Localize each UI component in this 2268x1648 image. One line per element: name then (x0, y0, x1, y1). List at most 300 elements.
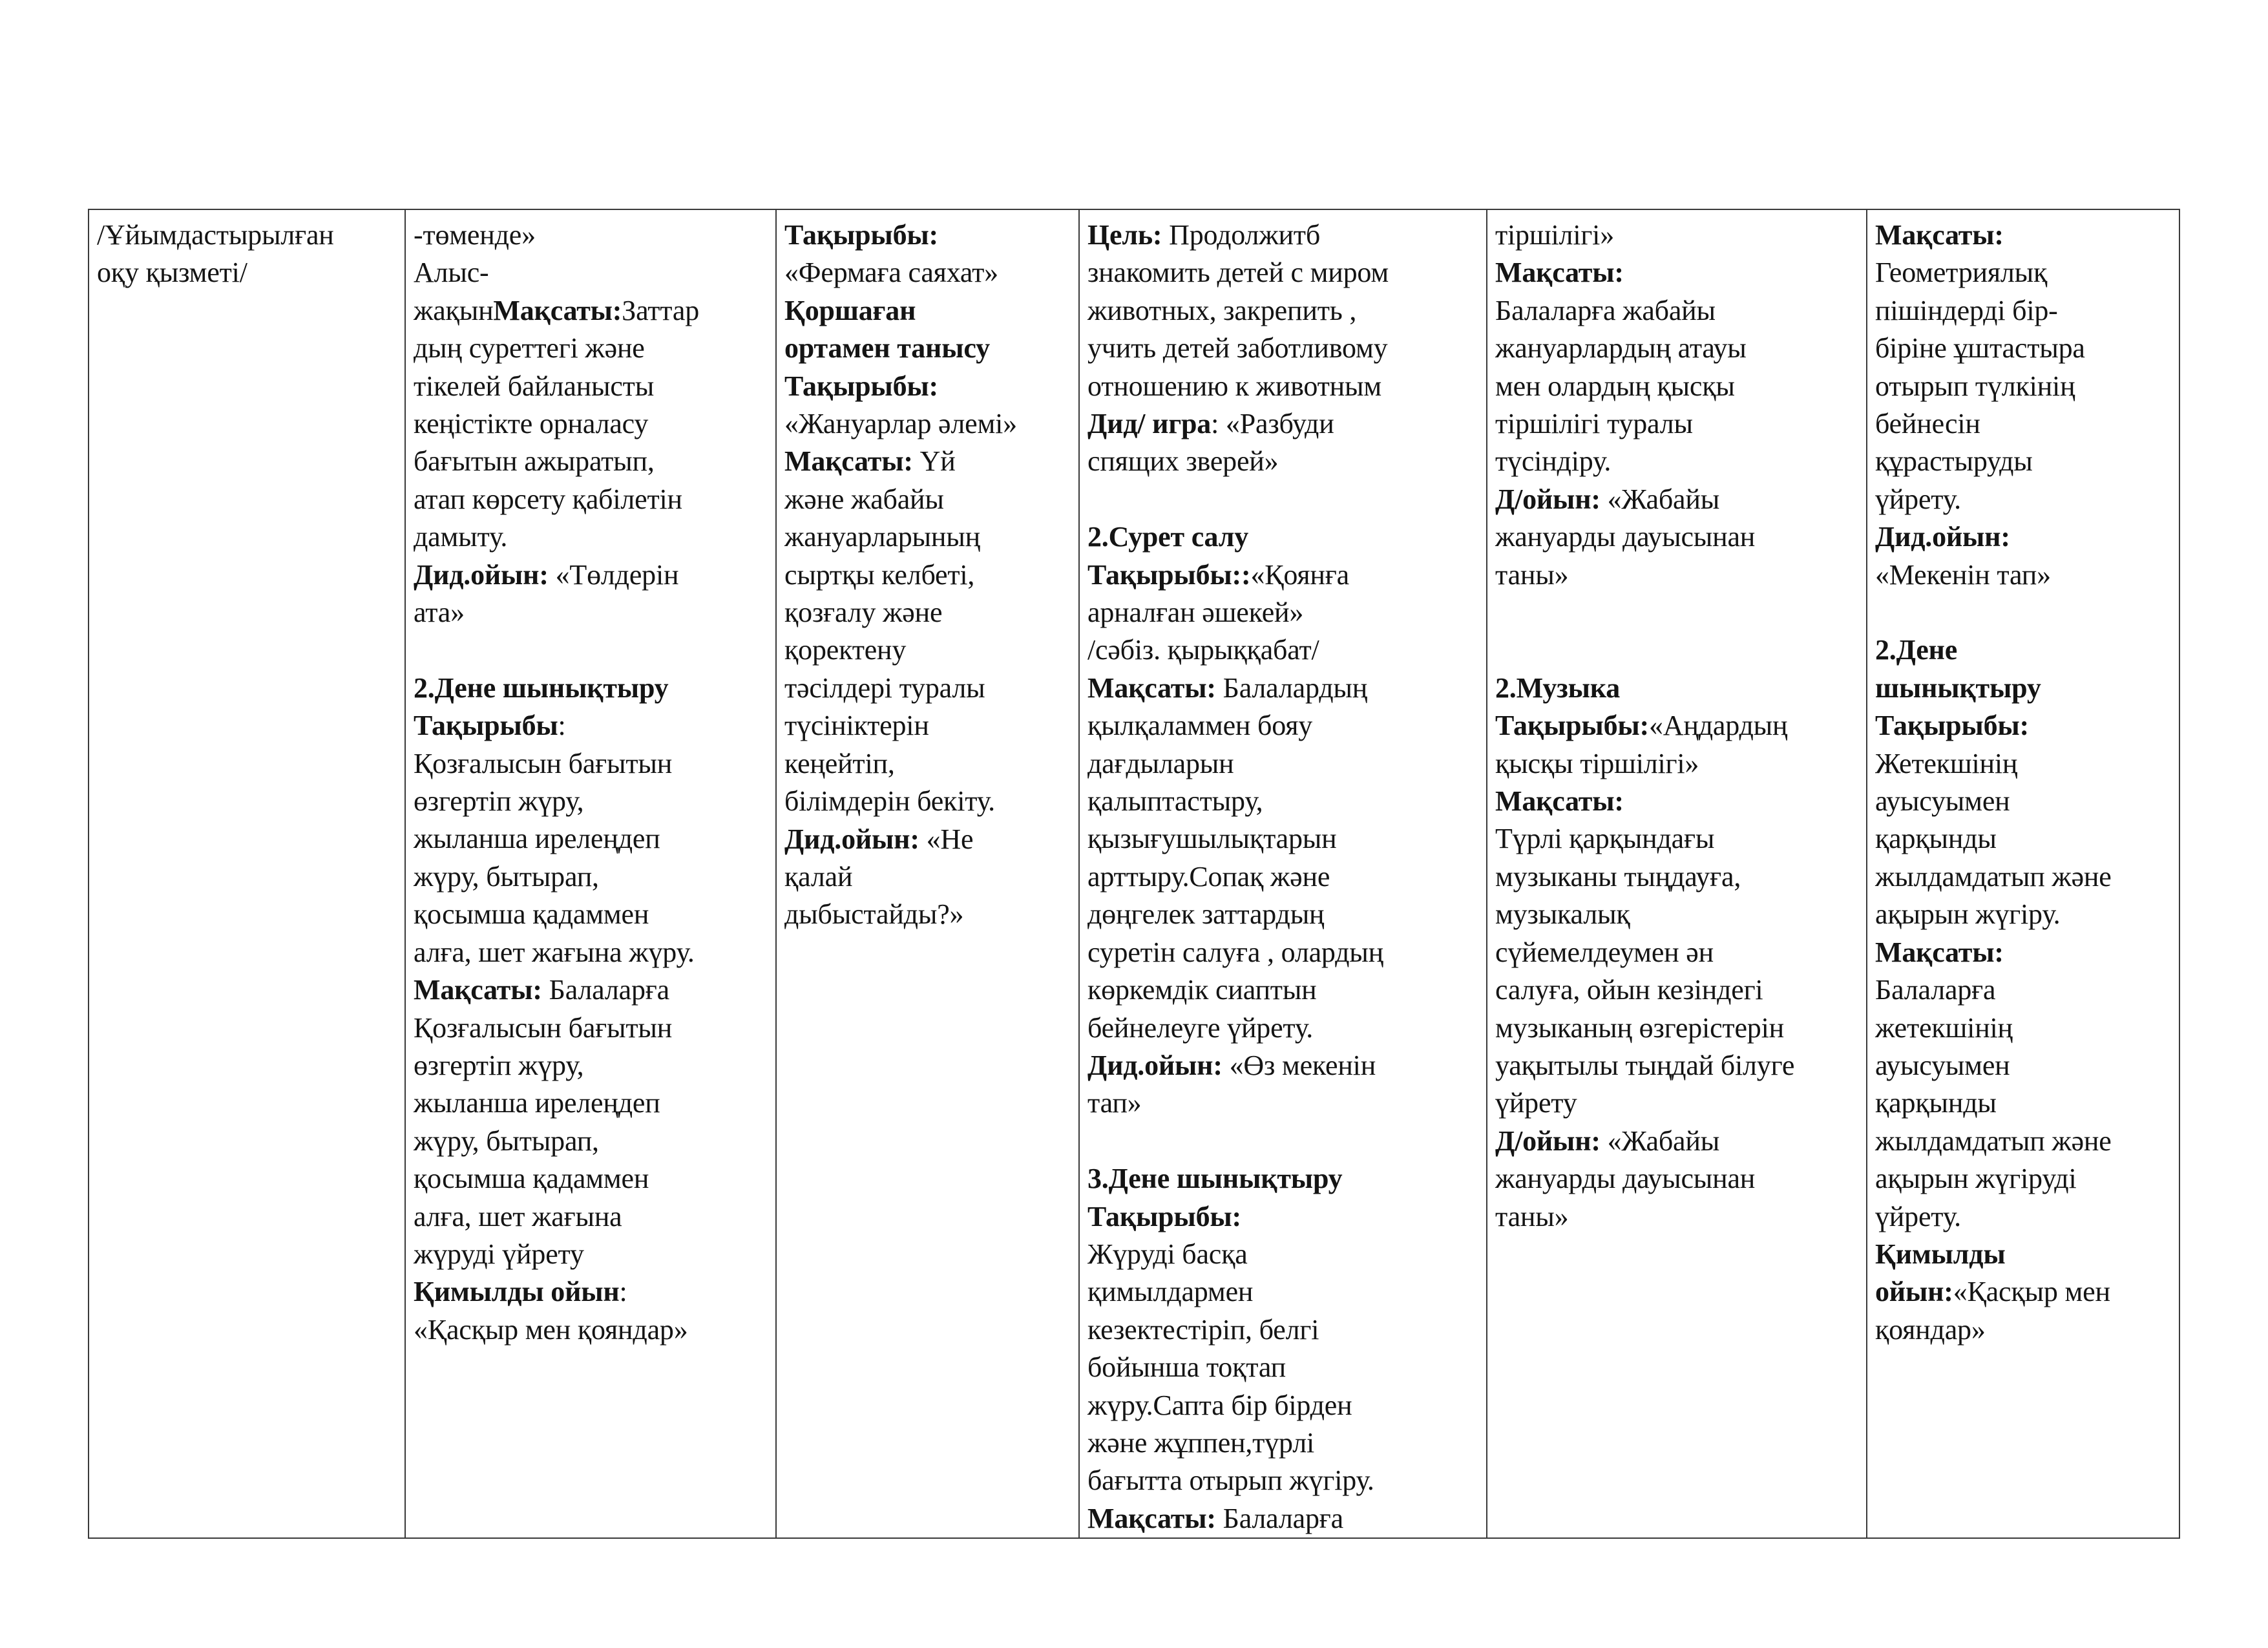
text-line (414, 1236, 766, 1273)
text-run: Алыс- (414, 257, 489, 289)
text-run: түсініктерін (784, 710, 929, 742)
text-run: арналған әшекей» (1087, 597, 1304, 629)
text-run: қалай (784, 860, 853, 893)
text-run: «Жабайы (1600, 483, 1720, 515)
text-run: жыланша ирелеңдеп (414, 1087, 660, 1119)
text-line (1495, 1160, 1857, 1198)
text-run: жүру, бытырап, (414, 860, 599, 893)
text-run: қалыптастыру, (1087, 785, 1263, 818)
text-run: дың суреттегі және (414, 332, 645, 364)
text-run: -төменде» (414, 219, 536, 251)
cell-text (97, 217, 395, 292)
text-line (1087, 745, 1477, 783)
text-line (1495, 330, 1857, 367)
text-line (1495, 368, 1857, 405)
text-line (784, 405, 1069, 443)
text-run: қарқынды (1875, 1087, 1997, 1119)
text-line (1087, 1273, 1477, 1311)
text-line (784, 821, 1069, 858)
text-line (784, 707, 1069, 745)
text-line (414, 1273, 766, 1311)
text-run: қояндар» (1875, 1313, 1986, 1346)
text-run: музыканың өзгерістерін (1495, 1011, 1784, 1044)
text-run: атап көрсету қабілетін (414, 483, 682, 515)
text-run: бағытта отырып жүгіру. (1087, 1464, 1374, 1497)
text-line (784, 745, 1069, 783)
text-line (1087, 971, 1477, 1009)
text-run: дөңгелек заттардың (1087, 898, 1325, 931)
text-run: Қозғалысын бағытын (414, 1011, 673, 1044)
text-line (1495, 971, 1857, 1009)
text-run: уақытылы тыңдай білуге (1495, 1049, 1795, 1081)
text-run: қоректену (784, 634, 907, 666)
text-run: жануарды дауысынан (1495, 521, 1756, 553)
text-line (1087, 368, 1477, 405)
bold-text: Қимылды ойын (414, 1276, 620, 1308)
text-line (1495, 896, 1857, 933)
text-run: өзгертіп жүру, (414, 785, 584, 818)
text-line (1875, 820, 2170, 858)
cell-text (1087, 217, 1477, 1537)
text-line (414, 443, 766, 480)
text-run: «Жануарлар әлемі» (784, 408, 1017, 440)
text-run: және жабайы (784, 483, 944, 515)
text-run: музыкалық (1495, 898, 1630, 931)
text-run: учить детей заботливому (1087, 332, 1388, 364)
table-row (89, 209, 2179, 1538)
text-run: қылқаламмен бояу (1087, 710, 1313, 742)
text-line (1875, 858, 2170, 896)
text-line (784, 594, 1069, 631)
text-line (1087, 594, 1477, 631)
text-run: «Өз мекенін (1222, 1049, 1376, 1081)
text-run: Балаларға (1875, 974, 1996, 1006)
text-line (784, 896, 1069, 933)
text-line (1495, 217, 1857, 254)
text-run: кезектестіріп, белгі (1087, 1313, 1319, 1346)
text-line (1875, 896, 2170, 933)
text-line (784, 443, 1069, 480)
text-line (414, 783, 766, 820)
text-run: ауысуымен (1875, 785, 2010, 818)
text-line (1875, 518, 2170, 556)
text-run: Жетекшінің (1875, 747, 2018, 779)
text-line (1087, 556, 1477, 594)
text-line (414, 1160, 766, 1198)
text-line (1875, 254, 2170, 291)
text-line (1087, 783, 1477, 820)
text-run: сыртқы келбеті, (784, 558, 975, 591)
text-run: қозғалу және (784, 597, 943, 629)
day-cell-4 (1487, 209, 1867, 1538)
text-line (414, 1009, 766, 1047)
text-run: оқу қызметі/ (97, 257, 247, 289)
text-run: тікелей байланысты (414, 370, 655, 402)
text-line (1875, 707, 2170, 745)
text-run: отырып түлкінің (1875, 370, 2075, 402)
text-line (1495, 1198, 1857, 1236)
text-line (1875, 670, 2170, 707)
text-line (1087, 217, 1477, 254)
text-line (1087, 518, 1477, 556)
text-line (414, 934, 766, 971)
text-run: кеңістікте орналасу (414, 408, 649, 440)
text-line (1875, 217, 2170, 254)
text-run: /сәбіз. қырыққабат/ (1087, 634, 1319, 666)
text-run: «Қасқыр мен қояндар» (414, 1313, 688, 1346)
text-line (414, 1084, 766, 1122)
text-line (1087, 1198, 1477, 1236)
text-line (414, 556, 766, 594)
bold-text: Мақсаты: (493, 294, 622, 326)
text-line (1495, 594, 1857, 631)
text-line (1875, 1160, 2170, 1198)
bold-text: Мақсаты: (1087, 1502, 1216, 1534)
text-run: тіршілігі туралы (1495, 408, 1693, 440)
text-run: жануарларының (784, 521, 980, 553)
text-line (1087, 254, 1477, 291)
text-run: тап» (1087, 1087, 1142, 1119)
bold-text: Мақсаты: (1875, 219, 2004, 251)
text-run: тіршілігі» (1495, 219, 1615, 251)
text-line (784, 254, 1069, 291)
text-line (1087, 707, 1477, 745)
text-line (1087, 670, 1477, 707)
schedule-table (88, 209, 2180, 1539)
text-run: Жүруді басқа (1087, 1238, 1248, 1270)
text-run: өзгертіп жүру, (414, 1049, 584, 1081)
text-run: «Жабайы (1600, 1125, 1720, 1157)
text-line (1875, 405, 2170, 443)
text-run: ауысуымен (1875, 1049, 2010, 1081)
text-line (1087, 481, 1477, 518)
text-line (414, 254, 766, 291)
text-line (1495, 1009, 1857, 1047)
text-line (1087, 1424, 1477, 1462)
text-line (414, 405, 766, 443)
text-run: ақырын жүгіру. (1875, 898, 2061, 931)
text-line (1087, 1462, 1477, 1499)
text-run: жүру, бытырап, (414, 1125, 599, 1157)
text-line (414, 896, 766, 933)
text-line (1875, 783, 2170, 820)
text-line (1495, 556, 1857, 594)
text-run: біріне ұштастыра (1875, 332, 2085, 364)
text-run: жылдамдатып және (1875, 1125, 2112, 1157)
text-line (414, 368, 766, 405)
day-cell-5 (1867, 209, 2179, 1538)
text-line (414, 1123, 766, 1160)
text-line (414, 971, 766, 1009)
text-line (784, 368, 1069, 405)
bold-text: Д/ойын: (1495, 483, 1601, 515)
text-line (1875, 934, 2170, 971)
bold-text: Мақсаты: (1087, 671, 1216, 704)
text-run: Балалардың (1215, 671, 1368, 704)
text-line (1495, 934, 1857, 971)
cell-text (1495, 217, 1857, 1236)
bold-text: Мақсаты: (784, 445, 913, 478)
bold-text: Дид.ойын: (1875, 521, 2010, 553)
text-run: қызығушылықтарын (1087, 823, 1337, 855)
text-line (1495, 518, 1857, 556)
bold-text: Тақырыбы: (784, 219, 938, 251)
text-run: жыланша ирелеңдеп (414, 823, 660, 855)
text-line (784, 217, 1069, 254)
text-run: «Мекенін тап» (1875, 558, 2051, 591)
text-run: салуға, ойын кезіндегі (1495, 974, 1763, 1006)
text-line (414, 594, 766, 631)
text-line (1875, 556, 2170, 594)
text-line (414, 858, 766, 896)
text-run: «Фермаға саяхат» (784, 257, 998, 289)
text-line (1875, 1123, 2170, 1160)
text-run: мен олардың қысқы (1495, 370, 1735, 402)
text-line (784, 783, 1069, 820)
text-line (1087, 405, 1477, 443)
text-line (784, 292, 1069, 330)
text-run: дыбыстайды?» (784, 898, 964, 931)
bold-text: Цель: (1087, 219, 1162, 251)
bold-text: Тақырыбы: (1495, 710, 1649, 742)
bold-text: Мақсаты: (1495, 785, 1624, 818)
text-line (1087, 1047, 1477, 1084)
text-run: Қозғалысын бағытын (414, 747, 673, 779)
text-line (784, 556, 1069, 594)
cell-text (1875, 217, 2170, 1349)
text-line (414, 670, 766, 707)
text-line (1087, 1349, 1477, 1386)
bold-text: Дид.ойын: (414, 558, 549, 591)
text-line (1875, 594, 2170, 631)
bold-text: Мақсаты: (1875, 936, 2004, 968)
text-line (1495, 443, 1857, 480)
text-run: «Аңдардың (1649, 710, 1788, 742)
text-line (1087, 1500, 1477, 1537)
text-run: отношению к животным (1087, 370, 1381, 402)
text-line (1087, 1236, 1477, 1273)
text-line (414, 1311, 766, 1349)
text-line (1495, 745, 1857, 783)
text-run: Үй (912, 445, 956, 478)
text-run: жақын (414, 294, 494, 326)
text-line (1875, 1198, 2170, 1236)
text-run: «Қоянға (1250, 558, 1349, 591)
text-line (1495, 1123, 1857, 1160)
bold-text: Д/ойын: (1495, 1125, 1601, 1157)
text-line (1875, 292, 2170, 330)
text-line (784, 858, 1069, 896)
bold-text: Дид.ойын: (784, 823, 919, 855)
text-line (414, 481, 766, 518)
text-line (1875, 745, 2170, 783)
text-run: : (619, 1276, 627, 1308)
text-line (1087, 896, 1477, 933)
text-run: алға, шет жағына (414, 1200, 622, 1232)
text-run: Балаларға (541, 974, 669, 1006)
bold-text: Мақсаты: (414, 974, 542, 1006)
bold-text: 3.Дене шынықтыру (1087, 1163, 1343, 1195)
bold-text: Қоршаған (784, 294, 916, 326)
text-run: үйрету. (1875, 1200, 1961, 1232)
text-run: дамыту. (414, 521, 508, 553)
text-run: таны» (1495, 1200, 1569, 1232)
text-run: Түрлі қарқындағы (1495, 823, 1715, 855)
text-run: ақырын жүгіруді (1875, 1163, 2077, 1195)
text-run: үйрету. (1875, 483, 1961, 515)
text-line (414, 1047, 766, 1084)
text-line (414, 820, 766, 858)
text-line (1495, 292, 1857, 330)
text-line (97, 254, 395, 291)
text-line (784, 330, 1069, 367)
bold-text: Дид/ игра (1087, 408, 1212, 440)
text-run: қысқы тіршілігі» (1495, 747, 1699, 779)
bold-text: Қимылды (1875, 1238, 2006, 1270)
text-run: бағытын ажыратып, (414, 445, 655, 478)
text-run: және жұппен,түрлі (1087, 1426, 1315, 1459)
text-run: қимылдармен (1087, 1276, 1254, 1308)
text-line (414, 1198, 766, 1236)
text-line (1087, 292, 1477, 330)
text-line (1875, 971, 2170, 1009)
text-line (1495, 1047, 1857, 1084)
text-run: суретін салуға , олардың (1087, 936, 1384, 968)
text-line (414, 631, 766, 669)
text-line (1087, 631, 1477, 669)
text-line (1087, 1084, 1477, 1122)
day-cell-1 (405, 209, 776, 1538)
bold-text: Мақсаты: (1495, 257, 1624, 289)
text-run: Продолжитб (1162, 219, 1321, 251)
text-run: пішіндерді бір- (1875, 294, 2058, 326)
text-run: Заттар (622, 294, 700, 326)
text-line (1875, 1236, 2170, 1273)
text-run: жетекшінің (1875, 1011, 2013, 1044)
text-line (1087, 1311, 1477, 1349)
text-line (1495, 254, 1857, 291)
text-run: қосымша қадаммен (414, 898, 649, 931)
text-run: алға, шет жағына жүру. (414, 936, 695, 968)
text-run: «Төлдерін (548, 558, 679, 591)
bold-text: ойын: (1875, 1276, 1953, 1308)
text-line (1875, 481, 2170, 518)
text-run: «Не (919, 823, 974, 855)
text-line (784, 670, 1069, 707)
text-run: көркемдік сиаптын (1087, 974, 1317, 1006)
bold-text: Дид.ойын: (1087, 1049, 1223, 1081)
text-line (1087, 1160, 1477, 1198)
text-line (1495, 481, 1857, 518)
bold-text: Тақырыбы (414, 710, 558, 742)
text-run: түсіндіру. (1495, 445, 1612, 478)
text-line (1875, 1311, 2170, 1349)
text-run: /Ұйымдастырылған (97, 219, 334, 251)
text-line (1875, 1047, 2170, 1084)
text-run: «Қасқыр мен (1953, 1276, 2110, 1308)
bold-text: 2.Сурет салу (1087, 521, 1249, 553)
text-run: жүруді үйрету (414, 1238, 584, 1270)
text-line (1495, 783, 1857, 820)
text-run: тәсілдері туралы (784, 671, 985, 704)
text-line (1495, 1084, 1857, 1122)
text-line (414, 217, 766, 254)
text-line (1087, 820, 1477, 858)
bold-text: Тақырыбы: (1875, 710, 2029, 742)
text-line (1875, 1084, 2170, 1122)
text-run: бойынша тоқтап (1087, 1351, 1286, 1384)
text-line (414, 707, 766, 745)
text-run: арттыру.Сопақ және (1087, 860, 1330, 893)
cell-text (784, 217, 1069, 934)
text-line (1495, 405, 1857, 443)
text-run: ата» (414, 597, 465, 629)
text-run: білімдерін бекіту. (784, 785, 995, 818)
text-run: таны» (1495, 558, 1569, 591)
text-run: : (558, 710, 566, 742)
text-run: сүйемелдеумен ән (1495, 936, 1714, 968)
bold-text: 2.Дене шынықтыру (414, 671, 669, 704)
bold-text: Тақырыбы: (1087, 1200, 1241, 1232)
text-line (1875, 1273, 2170, 1311)
text-run: қосымша қадаммен (414, 1163, 649, 1195)
bold-text: Тақырыбы: (784, 370, 938, 402)
text-run: музыканы тыңдауға, (1495, 860, 1741, 893)
day-cell-3 (1079, 209, 1487, 1538)
text-line (784, 481, 1069, 518)
text-run: животных, закрепить , (1087, 294, 1357, 326)
bold-text: 2.Музыка (1495, 671, 1621, 704)
text-line (1495, 670, 1857, 707)
text-line (1875, 1009, 2170, 1047)
text-line (1087, 934, 1477, 971)
text-run: : «Разбуди (1211, 408, 1334, 440)
text-line (1875, 443, 2170, 480)
text-run: кеңейтіп, (784, 747, 895, 779)
cell-text (414, 217, 766, 1349)
text-run: Балаларға жабайы (1495, 294, 1716, 326)
text-line (1495, 707, 1857, 745)
text-line (414, 330, 766, 367)
text-line (1875, 631, 2170, 669)
text-line (414, 518, 766, 556)
text-run: үйрету (1495, 1087, 1577, 1119)
text-run: жануарды дауысынан (1495, 1163, 1756, 1195)
bold-text: Тақырыбы:: (1087, 558, 1251, 591)
bold-text: ортамен танысу (784, 332, 990, 364)
text-run: Балаларға (1215, 1502, 1343, 1534)
text-line (1495, 858, 1857, 896)
text-line (1495, 631, 1857, 669)
text-line (1087, 1123, 1477, 1160)
text-line (1087, 858, 1477, 896)
text-line (1495, 820, 1857, 858)
text-line (414, 745, 766, 783)
text-line (414, 292, 766, 330)
text-line (1087, 330, 1477, 367)
text-run: бейнелеуге үйрету. (1087, 1011, 1314, 1044)
text-run: спящих зверей» (1087, 445, 1279, 478)
text-run: жылдамдатып және (1875, 860, 2112, 893)
bold-text: 2.Дене (1875, 634, 1958, 666)
text-line (97, 217, 395, 254)
text-line (1087, 443, 1477, 480)
text-run: Геометриялық (1875, 257, 2048, 289)
text-line (1087, 1009, 1477, 1047)
day-cell-2 (776, 209, 1079, 1538)
text-line (1875, 330, 2170, 367)
text-run: қарқынды (1875, 823, 1997, 855)
